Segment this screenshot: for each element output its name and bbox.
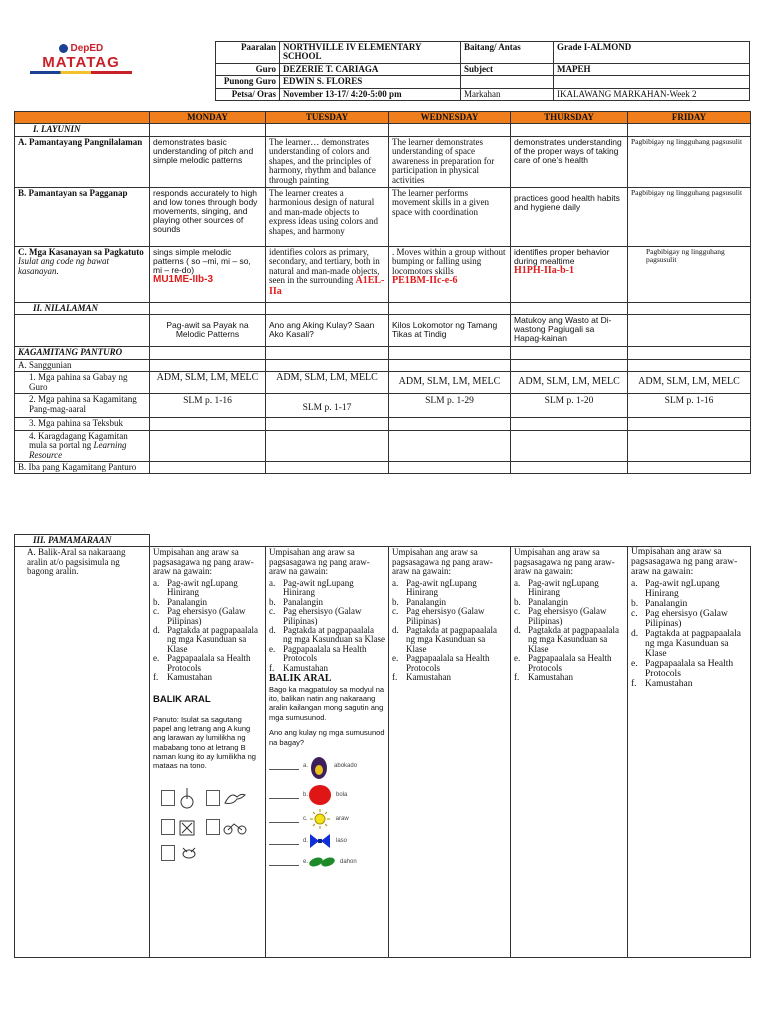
empty-cell	[389, 347, 511, 359]
bird-icon	[223, 789, 247, 807]
objective-cell: The learner… demonstrates understanding of colors and shapes, and the principles of harmony, rhythm and balance through painting	[266, 136, 389, 187]
color-worksheet	[269, 751, 385, 871]
review-text: Bago ka magpatuloy sa modyul na ito, balikan natin ang nakaraang aralin kailangan mong sagutin ang mga sumusunod.	[269, 684, 385, 722]
empty-cell	[628, 535, 751, 547]
empty-cell	[628, 347, 751, 359]
empty-cell	[628, 418, 751, 430]
empty-cell	[266, 124, 389, 136]
header-empty	[554, 76, 750, 88]
worksheet-row	[161, 817, 262, 837]
objective-cell: practices good health habits and hygiene daily	[511, 187, 628, 246]
list-item: d. Pagtakda at pagpapaalala ng mga Kasunduan sa Klase	[153, 624, 258, 654]
header-row-paaralan	[216, 42, 750, 64]
avocado-icon	[308, 751, 330, 781]
logo-seal-icon	[59, 44, 68, 53]
empty-cell	[511, 430, 628, 461]
worksheet-item: d. laso	[269, 832, 385, 850]
list-item: a. Pag-awit ngLupang Hinirang	[269, 577, 354, 598]
row-label: A. Pamantayang Pangnilalaman	[15, 136, 150, 187]
day-header: FRIDAY	[628, 112, 751, 124]
answer-blank	[269, 762, 299, 770]
empty-cell	[628, 359, 751, 371]
empty-cell	[389, 461, 511, 473]
insect-icon	[178, 845, 200, 861]
lesson-table	[14, 111, 751, 474]
drum-icon	[178, 817, 196, 837]
routine-list	[153, 579, 262, 683]
teksbuk-row	[15, 418, 751, 430]
empty-cell	[511, 535, 628, 547]
empty-cell	[389, 302, 511, 314]
empty-cell	[628, 124, 751, 136]
header-value: MAPEH	[554, 64, 750, 76]
list-item: e. Pagpapaalala sa Health Protocols	[514, 653, 612, 673]
empty-cell	[628, 430, 751, 461]
empty-cell	[150, 461, 266, 473]
list-item: a. Pag-awit ngLupang Hinirang	[514, 577, 599, 598]
iba-row	[15, 461, 751, 473]
worksheet-item: b. bola	[269, 784, 385, 806]
day-header: THURSDAY	[511, 112, 628, 124]
routine-intro: Umpisahan ang araw sa pagsasagawa ng pang araw-araw na gawain:	[153, 547, 254, 577]
section-heading: KAGAMITANG PANTURO	[15, 347, 150, 359]
sun-icon	[308, 809, 332, 829]
list-item: d. Pagtakda at pagpapaalala ng mga Kasunduan sa Klase	[392, 624, 497, 654]
skill-code: MU1ME-IIb-3	[153, 273, 213, 285]
worksheet-item: c. araw	[269, 809, 385, 829]
answer-box	[161, 845, 175, 861]
skill-code: PE1BM-IIc-e-6	[392, 275, 458, 287]
empty-cell	[389, 124, 511, 136]
header-value: NORTHVILLE IV ELEMENTARY SCHOOL	[280, 42, 461, 64]
reference-cell: ADM, SLM, LM, MELC	[511, 372, 628, 394]
empty-cell	[266, 347, 389, 359]
empty-cell	[511, 124, 628, 136]
empty-cell	[150, 418, 266, 430]
row-label: A. Balik-Aral sa nakaraang aralin at/o pagsisimula ng bagong aralin.	[15, 547, 150, 958]
header-label: Baitang/ Antas	[461, 42, 554, 64]
header-label: Petsa/ Oras	[216, 88, 280, 100]
empty-cell	[511, 347, 628, 359]
routine-intro: Umpisahan ang araw sa pagsasagawa ng pang araw-araw na gawain:	[269, 547, 370, 577]
worksheet-row	[161, 845, 262, 861]
skill-cell: identifies colors as primary, secondary, and tertiary, both in natural and man-made objects, seen in the surrounding A1EL-IIa	[266, 246, 389, 302]
empty-cell	[266, 535, 389, 547]
answer-blank	[269, 858, 299, 866]
list-item: b. Panalangin	[153, 596, 207, 607]
list-item: b. Panalangin	[269, 596, 323, 607]
ball-icon	[308, 784, 332, 806]
empty-cell	[266, 430, 389, 461]
pamantayang-pangnilalaman-row	[15, 136, 751, 187]
pamantayan-pagganap-row	[15, 187, 751, 246]
empty-cell	[150, 302, 266, 314]
routine-intro: Umpisahan ang araw sa pagsasagawa ng pang araw-araw na gawain:	[392, 547, 493, 577]
header-logo	[16, 44, 146, 76]
routine-list	[631, 580, 747, 690]
list-item: b. Panalangin	[392, 596, 446, 607]
list-item: f. Kamustahan	[514, 672, 573, 683]
section-heading: II. NILALAMAN	[15, 302, 150, 314]
content-cell: Pag-awit sa Payak na Melodic Patterns	[150, 315, 266, 347]
kasanayan-row	[15, 246, 751, 302]
empty-cell	[389, 430, 511, 461]
list-item: c. Pag ehersisyo (Galaw Pilipinas)	[269, 606, 362, 626]
row-label: 4. Karagdagang Kagamitan mula sa portal ng Learning Resource	[15, 430, 150, 461]
row-label: 2. Mga pahina sa Kagamitang Pang-mag-aaral	[15, 394, 150, 418]
section-heading: III. PAMAMARAAN	[15, 535, 150, 547]
nilalaman-row	[15, 315, 751, 347]
objective-cell: Pagbibigay ng lingguhang pagsusulit	[628, 187, 751, 246]
empty-cell	[266, 418, 389, 430]
empty-cell	[266, 461, 389, 473]
skill-cell: . Moves within a group without bumping or falling using locomotors skills PE1BM-IIc-e-6	[389, 246, 511, 302]
worksheet-row	[161, 787, 262, 809]
list-item: f. Kamustahan	[392, 672, 451, 683]
procedure-cell-thursday	[511, 547, 628, 958]
balik-aral-heading: BALIK ARAL	[269, 673, 332, 685]
routine-list	[392, 579, 507, 683]
header-label: Paaralan	[216, 42, 280, 64]
skill-code: H1PH-IIa-b-1	[514, 264, 574, 276]
list-item: e. Pagpapaalala sa Health Protocols	[631, 659, 734, 680]
content-cell	[628, 315, 751, 347]
day-header-row	[15, 112, 751, 124]
picture-worksheet	[153, 787, 262, 861]
day-header-empty	[15, 112, 150, 124]
list-item: e. Pagpapaalala sa Health Protocols	[392, 653, 490, 673]
gabay-row	[15, 372, 751, 394]
ribbon-icon	[308, 832, 332, 850]
procedure-cell-tuesday	[266, 547, 389, 958]
content-cell: Ano ang Aking Kulay? Saan Ako Kasali?	[266, 315, 389, 347]
empty-cell	[511, 461, 628, 473]
empty-cell	[150, 347, 266, 359]
answer-box	[206, 790, 220, 806]
answer-blank	[269, 815, 299, 823]
row-label: 3. Mga pahina sa Teksbuk	[15, 418, 150, 430]
pamamaraan-heading-row	[15, 535, 751, 547]
list-item: c. Pag ehersisyo (Galaw Pilipinas)	[631, 609, 728, 630]
list-item: a. Pag-awit ngLupang Hinirang	[631, 579, 720, 600]
header-value: EDWIN S. FLORES	[280, 76, 461, 88]
empty-cell	[511, 359, 628, 371]
list-item: f. Kamustahan	[153, 672, 212, 683]
header-value: DEZERIE T. CARIAGA	[280, 64, 461, 76]
procedure-cell-wednesday	[389, 547, 511, 958]
header-value: November 13-17/ 4:20-5:00 pm	[280, 88, 461, 100]
kagamitang-row	[15, 394, 751, 418]
objective-cell: responds accurately to high and low tones through body movements, singing, and playing other sources of sounds	[150, 187, 266, 246]
violin-icon	[178, 787, 196, 809]
reference-cell: ADM, SLM, LM, MELC	[389, 372, 511, 394]
procedure-table	[14, 534, 751, 958]
routine-list	[514, 579, 624, 683]
row-label: A. Sanggunian	[15, 359, 150, 371]
motorcycle-icon	[223, 819, 247, 835]
review-question: Ano ang kulay ng mga sumusunod na bagay?	[269, 728, 385, 747]
answer-box	[161, 819, 175, 835]
row-label: 1. Mga pahina sa Gabay ng Guro	[15, 372, 150, 394]
procedure-cell-monday	[150, 547, 266, 958]
list-item: c. Pag ehersisyo (Galaw Pilipinas)	[153, 606, 246, 626]
list-item: b. Panalangin	[631, 599, 688, 610]
routine-list	[269, 579, 385, 673]
reference-cell: ADM, SLM, LM, MELC	[150, 372, 266, 394]
leaves-icon	[308, 853, 336, 871]
header-row-petsa	[216, 88, 750, 100]
reference-cell: ADM, SLM, LM, MELC	[266, 372, 389, 394]
objective-cell: The learner performs movement skills in a given space with coordination	[389, 187, 511, 246]
reference-cell: SLM p. 1-17	[266, 394, 389, 418]
list-item: b. Panalangin	[514, 596, 568, 607]
row-label: B. Pamantayan sa Pagganap	[15, 187, 150, 246]
answer-blank	[269, 791, 299, 799]
empty-cell	[389, 418, 511, 430]
list-item: e. Pagpapaalala sa Health Protocols	[269, 643, 367, 664]
matatag-logo: MATATAG	[42, 53, 120, 71]
kagamitan-heading-row	[15, 347, 751, 359]
empty-cell	[511, 302, 628, 314]
content-cell: Kilos Lokomotor ng Tamang Tikas at Tindig	[389, 315, 511, 347]
empty-cell	[150, 359, 266, 371]
list-item: f. Kamustahan	[269, 662, 328, 673]
empty-cell	[266, 359, 389, 371]
objective-cell: Pagbibigay ng lingguhang pagsusulit	[628, 136, 751, 187]
reference-cell: SLM p. 1-29	[389, 394, 511, 418]
skill-code: A1EL-IIa	[269, 275, 385, 297]
reference-cell: SLM p. 1-16	[628, 394, 751, 418]
day-header: TUESDAY	[266, 112, 389, 124]
section-heading: I. LAYUNIN	[15, 124, 150, 136]
header-label: Markahan	[461, 88, 554, 100]
procedure-cell-friday	[628, 547, 751, 958]
routine-intro: Umpisahan ang araw sa pagsasagawa ng pang araw-araw na gawain:	[514, 547, 615, 577]
answer-box	[161, 790, 175, 806]
list-item: d. Pagtakda at pagpapaalala ng mga Kasunduan sa Klase	[269, 624, 385, 645]
objective-cell: The learner demonstrates understanding of space awareness in preparation for participation in physical activities	[389, 136, 511, 187]
empty-cell	[628, 461, 751, 473]
worksheet-item: a. abokado	[269, 751, 385, 781]
empty-cell	[511, 418, 628, 430]
list-item: c. Pag ehersisyo (Galaw Pilipinas)	[514, 606, 607, 626]
skill-cell: sings simple melodic patterns ( so –mi, mi – so, mi – re-do) MU1ME-IIb-3	[150, 246, 266, 302]
routine-intro: Umpisahan ang araw sa pagsasagawa ng pang araw-araw na gawain:	[631, 547, 738, 578]
deped-logo-top: DepED	[16, 44, 146, 55]
empty-cell	[150, 535, 266, 547]
list-item: a. Pag-awit ngLupang Hinirang	[392, 577, 477, 598]
objective-cell: demonstrates understanding of the proper ways of taking care of one’s health	[511, 136, 628, 187]
list-item: e. Pagpapaalala sa Health Protocols	[153, 653, 251, 673]
list-item: a. Pag-awit ngLupang Hinirang	[153, 577, 238, 598]
worksheet-item: e. dahon	[269, 853, 385, 871]
panuto-text: Panuto: Isulat sa sagutang papel ang letrang ang A kung ang larawan ay lumilikha ng mababang tono at letrang B naman kung ito ay lumilikha ng mataas na tono.	[153, 714, 256, 771]
objective-cell: The learner creates a harmonious design of natural and man-made objects to express ideas using colors and shapes, and harmony	[266, 187, 389, 246]
nilalaman-heading-row	[15, 302, 751, 314]
empty-cell	[389, 359, 511, 371]
empty-cell	[150, 430, 266, 461]
skill-cell: identifies proper behavior during mealtime H1PH-IIa-b-1	[511, 246, 628, 302]
header-value: Grade I-ALMOND	[554, 42, 750, 64]
answer-blank	[269, 837, 299, 845]
content-cell: Matukoy ang Wasto at Di-wastong Pagiugali sa Hapag-kainan	[511, 315, 628, 347]
objective-cell: demonstrates basic understanding of pitch and simple melodic patterns	[150, 136, 266, 187]
empty-cell	[266, 302, 389, 314]
header-label: Subject	[461, 64, 554, 76]
header-empty	[461, 76, 554, 88]
empty-cell	[150, 124, 266, 136]
header-row-guro	[216, 64, 750, 76]
header-label: Guro	[216, 64, 280, 76]
header-row-punong-guro	[216, 76, 750, 88]
row-label: C. Mga Kasanayan sa Pagkatuto Isulat ang code ng bawat kasanayan.	[15, 246, 150, 302]
header-value: IKALAWANG MARKAHAN-Week 2	[554, 88, 750, 100]
header-label: Punong Guro	[216, 76, 280, 88]
list-item: d. Pagtakda at pagpapaalala ng mga Kasunduan sa Klase	[514, 624, 619, 654]
list-item: d. Pagtakda at pagpapaalala ng mga Kasunduan sa Klase	[631, 629, 742, 660]
empty-cell	[389, 535, 511, 547]
layunin-row	[15, 124, 751, 136]
list-item: f. Kamustahan	[631, 679, 693, 690]
empty-cell	[15, 315, 150, 347]
reference-cell: SLM p. 1-16	[150, 394, 266, 418]
logo-tagline-bar	[30, 71, 132, 74]
header-table	[215, 41, 750, 101]
reference-cell: SLM p. 1-20	[511, 394, 628, 418]
list-item: c. Pag ehersisyo (Galaw Pilipinas)	[392, 606, 485, 626]
skill-cell: Pagbibigay ng lingguhang pagsusulit	[628, 246, 751, 302]
balik-aral-row	[15, 547, 751, 958]
row-label: B. Iba pang Kagamitang Panturo	[15, 461, 150, 473]
day-header: WEDNESDAY	[389, 112, 511, 124]
balik-aral-heading: BALIK ARAL	[153, 693, 211, 705]
sanggunian-row	[15, 359, 751, 371]
empty-cell	[628, 302, 751, 314]
day-header: MONDAY	[150, 112, 266, 124]
answer-box	[206, 819, 220, 835]
karagdagang-row	[15, 430, 751, 461]
reference-cell: ADM, SLM, LM, MELC	[628, 372, 751, 394]
